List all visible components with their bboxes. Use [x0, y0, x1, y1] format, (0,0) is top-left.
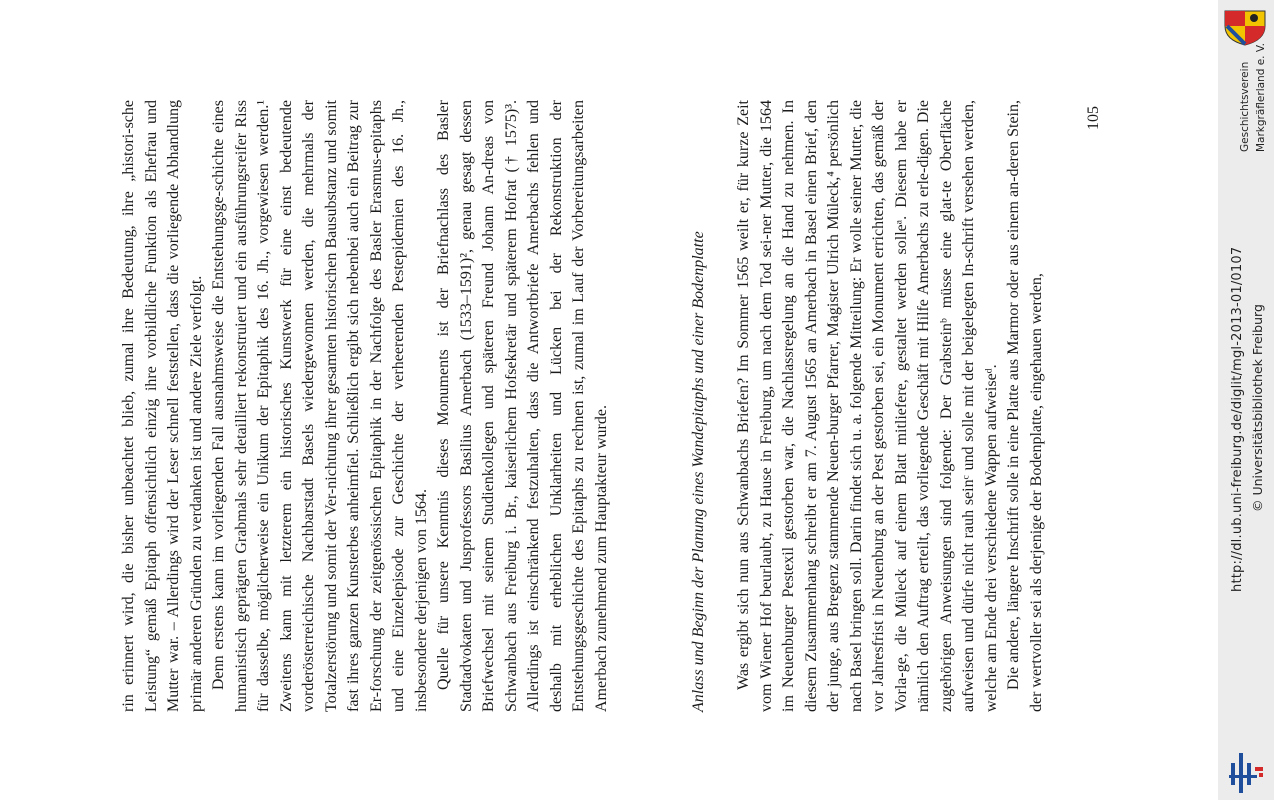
page-number: 105 [1085, 106, 1102, 130]
paragraph-5: Die andere, längere Inschrift solle in eine Platte aus Marmor oder aus einem an-deren Stein, der wertvoller sei als derjenige der Bodenplatte, eingehauen werden, [1005, 100, 1045, 712]
section-heading-block [688, 100, 711, 712]
paragraph-3: Quelle für unsere Kenntnis dieses Monuments ist der Briefnachlass des Basler Stadtadvokaten und Jusprofessors Basilius Amerbach (1533–1591)², genau gesagt dessen Briefwechsel mit seinem Studienkollegen und späteren Freund Johann An-dreas von Schwanbach aus Freiburg i. Br., kaiserlichem Hofsekretär und späterem Hofrat († 1575)³. Allerdings ist einschränkend festzuhalten, dass die Antwortbriefe Amerbachs fehlen und deshalb mit erheblichen Unklarheiten und Lücken bei der Rekonstruktion der Entstehungsgeschichte des Epitaphs zu rechnen ist, zumal im Lauf der Vorbereitungsarbeiten Amerbach zunehmend zum Hauptakteur wurde. [435, 100, 610, 712]
coat-of-arms-icon [1222, 8, 1268, 46]
section-heading: Anlass und Beginn der Planung eines Wandepitaphs und einer Bodenplatte [690, 231, 707, 712]
paragraph-2: Denn erstens kann im vorliegenden Fall ausnahmsweise die Entstehungsge-schichte eines humanistisch geprägten Grabmals sehr detailliert rekonstruiert und ein ausführungsreifer Riss für dasselbe, möglicherweise ein Unikum der Epitaphik des 16. Jh., vorgewiesen werden.¹ Zweitens kann mit letzterem ein historisches Kunstwerk für eine einst bedeutende vorderösterreichische Nachbarstadt Basels wiedergewonnen werden, die mehrmals der Totalzerstörung und somit der Ver-nichtung ihrer gesamten historischen Bausubstanz und somit fast ihres ganzen Kunsterbes anheimfiel. Schließlich ergibt sich nebenbei auch ein Beitrag zur Er-forschung der zeitgenössischen Epitaphik in der Nachfolge des Basler Erasmus-epitaphs und eine Einzelepisode zur Geschichte der verheerenden Pestepidemien des 16. Jh., insbesondere derjenigen von 1564. [210, 100, 430, 712]
body-text-block [118, 100, 613, 712]
copyright-notice: © Universitätsbibliothek Freiburg [1250, 304, 1265, 512]
society-name-line2: Markgräflerland e. V. [1255, 42, 1267, 152]
body-text-block-2 [733, 100, 1048, 712]
society-name-line1: Geschichtsverein [1239, 61, 1251, 152]
document-url[interactable]: http://dl.ub.uni-freiburg.de/diglit/mgl-2013-01/0107 [1230, 246, 1245, 592]
paragraph-1: rin erinnert wird, die bisher unbeachtet blieb, zumal ihre Bedeutung, ihre „histori-sche Leistung“ gemäß Epitaph offensichtlich einzig ihre vorbildliche Funktion als Ehefrau und Mutter war. – Allerdings wird der Leser schnell feststellen, dass die vorliegende Abhandlung primär anderen Gründen zu verdanken ist und andere Ziele verfolgt. [120, 100, 205, 712]
paragraph-4: Was ergibt sich nun aus Schwanbachs Briefen? Im Sommer 1565 weilt er, für kurze Zeit vom Wiener Hof beurlaubt, zu Hause in Freiburg, um nach dem Tod sei-ner Mutter, die 1564 im Neuenburger Pestexil gestorben war, die Nachlassregelung an die Hand zu nehmen. In diesem Zusammenhang schreibt er am 7. August 1565 an Amerbach in Basel einen Brief, den der junge, aus Bregenz stammende Neuen-burger Pfarrer, Magister Ulrich Müleck,⁴ persönlich nach Basel bringen soll. Darin findet sich u. a. folgende Mitteilung: Er wolle seiner Mutter, die vor Jahresfrist in Neuenburg an der Pest gestorben sei, ein Monument errichten, das gemäß der Vorla-ge, die Müleck auf einem Blatt mitliefere, gestaltet werden solleᵃ. Diesem habe er nämlich den Auftrag erteilt, das vorliegende Geschäft mit Hilfe Amerbachs zu erle-digen. Die zugehörigen Anweisungen sind folgende: Der Grabsteinᵇ müsse eine glat-te Oberfläche aufweisen und dürfe nicht rauh seinᶜ und solle mit der beigelegten In-schrift versehen werden, welche am Ende drei verschiedene Wappen aufweiseᵈ. [735, 100, 1000, 712]
ub-freiburg-logo-icon [1225, 745, 1269, 795]
